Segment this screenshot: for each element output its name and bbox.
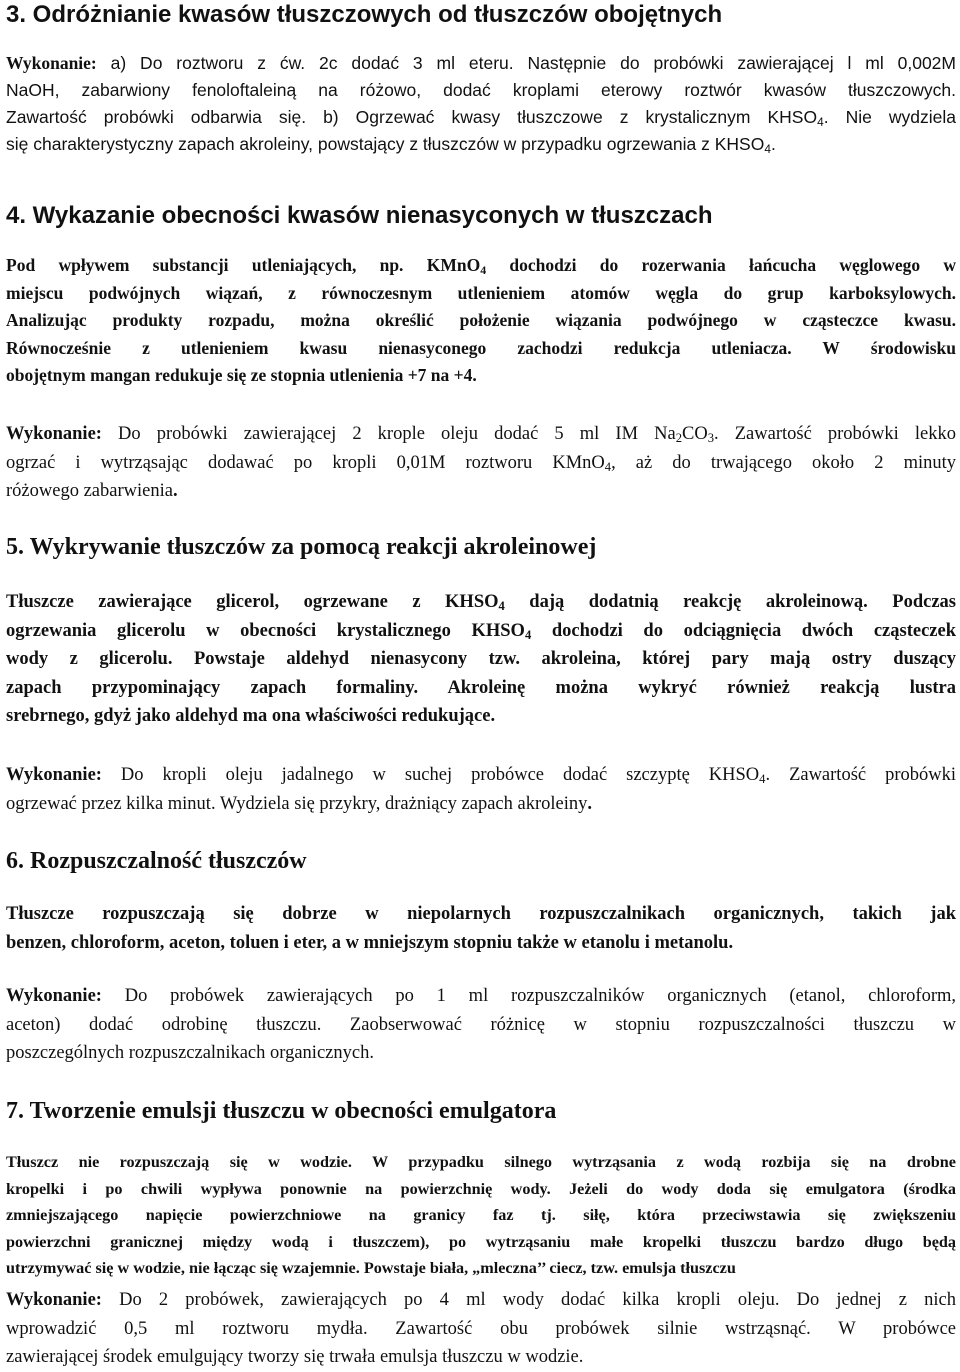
section-3-line-3: Zawartość probówki odbarwia się. b) Ogrzewać kwasy tłuszczowe z krystalicznym $KHSO_4$. Nie wydziela [6, 107, 956, 129]
section-6-desc-line-2: benzen, chloroform, aceton, toluen i eter, a w mniejszym stopniu także w etanolu i metanolu. [6, 932, 734, 953]
section-7-heading: 7. Tworzenie emulsji tłuszczu w obecności emulgatora [6, 1098, 557, 1124]
section-5-desc-line-2: ogrzewania glicerolu w obecności krystalicznego $KHSO_4$ dochodzi do odciągnięcia dwóch cząsteczek [6, 620, 956, 642]
section-4-desc-line-1: Pod wpływem substancji utleniających, np. KMnO$_4$ dochodzi do rozerwania łańcucha węglowego w [6, 255, 957, 277]
section-7-procedure [6, 1286, 956, 1372]
section-6-procedure-label: Wykonanie: [6, 986, 102, 1006]
section-7-desc-line-3: zmniejszającego napięcie powierzchniowe na granicy faz tj. siłę, która przeciwstawia się zwiększeniu [6, 1206, 956, 1224]
section-4-desc-line-4: Równocześnie z utlenieniem kwasu nienasyconego zachodzi redukcja utleniacza. W środowisku [6, 337, 956, 358]
section-4-proc-line-2: ogrzać i wytrząsając dodawać po kropli 0,01M roztworu KMnO$_4$, aż do trwającego około 2 minuty [6, 452, 956, 474]
section-7-proc-line-1: Wykonanie: Do 2 probówek, zawierających po 4 ml wody dodać kilka kropli oleju. Do jednej z nich [6, 1290, 956, 1310]
section-6-proc-line-3: poszczególnych rozpuszczalnikach organicznych. [6, 1043, 374, 1063]
section-4-proc-line-1: Wykonanie: Do probówki zawierającej 2 krople oleju dodać 5 ml IM $Na_2CO_3$. Zawartość probówki lekko [6, 424, 956, 446]
section-7-procedure-label: Wykonanie: [6, 1290, 102, 1310]
section-5-desc-line-4: zapach przypominający zapach formaliny. Akroleinę można wykryć również reakcją lustra [6, 677, 956, 698]
section-7-desc-line-4: powierzchni granicznej między wodą i tłuszczem), po wytrząsaniu małe kropelki tłuszczu bardzo długo będą [6, 1232, 956, 1251]
section-4-desc-line-5: obojętnym mangan redukuje się ze stopnia utlenienia +7 na +4. [6, 365, 477, 385]
section-5-proc-line-2: ogrzewać przez kilka minut. Wydziela się przykry, drażniący zapach akroleiny. [6, 793, 592, 814]
section-5-desc-line-5: srebrnego, gdyż jako aldehyd ma ona właściwości redukujące. [6, 706, 496, 726]
section-5-heading: 5. Wykrywanie tłuszczów za pomocą reakcji akroleinowej [6, 534, 597, 560]
section-6-desc-line-1: Tłuszcze rozpuszczają się dobrze w niepolarnych rozpuszczalnikach organicznych, takich jak [6, 904, 956, 924]
section-6-proc-line-2: aceton) dodać odrobinę tłuszczu. Zaobserwować różnicę w stopniu rozpuszczalności tłuszczu w [6, 1014, 956, 1035]
section-4-procedure [6, 420, 956, 506]
section-4-desc-line-2: miejscu podwójnych wiązań, z równoczesnym utlenieniem atomów węgla do grup karboksylowych. [6, 282, 956, 303]
section-4-desc-line-3: Analizując produkty rozpadu, można określić położenie wiązania podwójnego w cząsteczce kwasu. [6, 310, 956, 330]
section-3-line-2: NaOH, zabarwiony fenoloftaleiną na różowo, dodać kroplami eterowy roztwór kwasów tłuszczowych. [6, 80, 956, 100]
section-6-proc-line-1: Wykonanie: Do probówek zawierających po 1 ml rozpuszczalników organicznych (etanol, chloroform, [6, 986, 956, 1006]
section-5-desc-line-3: wody z glicerolu. Powstaje aldehyd nienasycony tzw. akroleina, której pary mają ostry duszący [6, 649, 956, 669]
section-5-proc-line-1: Wykonanie: Do kropli oleju jadalnego w suchej probówce dodać szczyptę $KHSO_4$. Zawartość probówki [6, 765, 956, 787]
section-4-procedure-label: Wykonanie: [6, 424, 102, 444]
section-6-heading: 6. Rozpuszczalność tłuszczów [6, 848, 307, 874]
section-7-desc-line-1: Tłuszcz nie rozpuszczają się w wodzie. W przypadku silnego wytrząsania z wodą rozbija się na drobne [6, 1153, 956, 1171]
section-4-proc-line-3: różowego zabarwienia. [6, 481, 178, 501]
section-3-heading: 3. Odróżnianie kwasów tłuszczowych od tłuszczów obojętnych [6, 1, 723, 28]
section-3-paragraph [6, 50, 956, 158]
section-7-proc-line-3: zawierającej środek emulgujący tworzy się trwała emulsja tłuszczu w wodzie. [6, 1347, 584, 1367]
section-7-desc-line-2: kropelki i po chwili wypływa ponownie na powierzchnię wody. Jeżeli do wody doda się emulgatora (środka [6, 1179, 956, 1198]
section-3-line-4: się charakterystyczny zapach akroleiny, powstający z tłuszczów w przypadku ogrzewania z $KHSO_4$. [6, 134, 776, 156]
section-3-line-1: Wykonanie: a) Do roztworu z ćw. 2c dodać 3 ml eteru. Następnie do probówki zawierającej l ml 0,002M [6, 53, 956, 73]
section-7-desc-line-5: utrzymywać się w wodzie, nie łącząc się wzajemnie. Powstaje biała, „mleczna’’ ciecz, tzw. emulsja tłuszczu [6, 1259, 736, 1277]
section-5-description [6, 588, 956, 731]
section-4-heading: 4. Wykazanie obecności kwasów nienasyconych w tłuszczach [6, 202, 713, 229]
section-4-description [6, 252, 956, 390]
section-7-proc-line-2: wprowadzić 0,5 ml roztworu mydła. Zawartość obu probówek silnie wstrząsnąć. W probówce [6, 1318, 956, 1339]
section-3-procedure-label: Wykonanie: [6, 53, 97, 73]
section-7-description [6, 1149, 956, 1282]
section-6-description [6, 900, 956, 957]
section-5-desc-line-1: Tłuszcze zawierające glicerol, ogrzewane z $KHSO_4$ dają dodatnią reakcję akroleinową. Podczas [6, 592, 956, 614]
section-6-procedure [6, 982, 956, 1068]
section-5-procedure-label: Wykonanie: [6, 765, 102, 785]
section-5-procedure [6, 761, 956, 818]
